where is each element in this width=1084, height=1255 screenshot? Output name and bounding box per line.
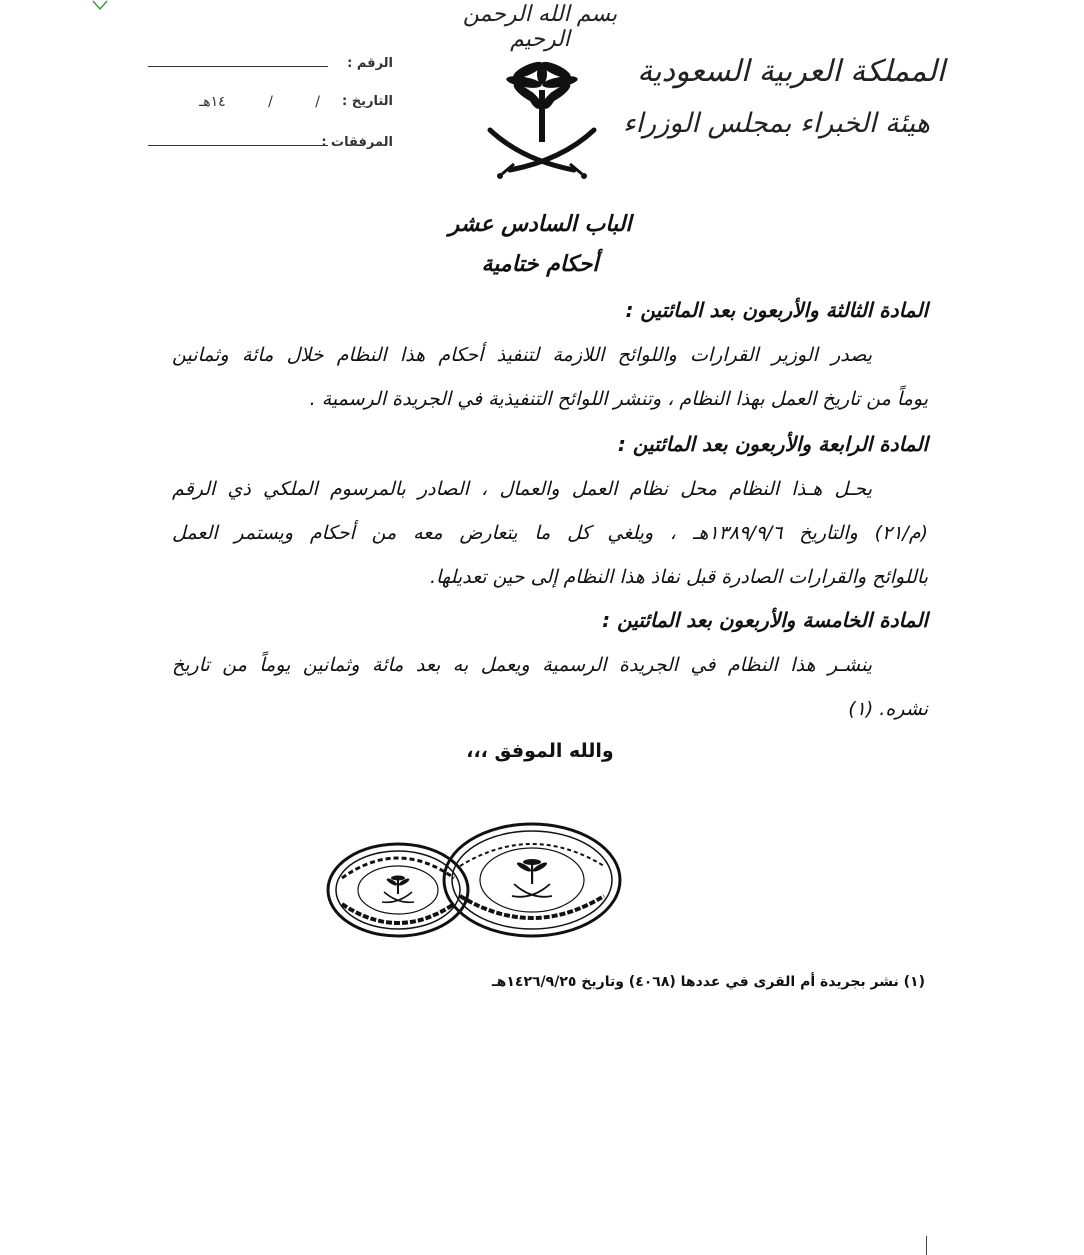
article-heading: المادة الرابعة والأربعون بعد المائتين : [617, 432, 928, 456]
official-seals [320, 818, 640, 948]
attachments-label: المرفقات : [321, 135, 393, 150]
footnote: (١) نشر بجريدة أم القرى في عددها (٤٠٦٨) وتاريخ ١٤٢٦/٩/٢٥هـ [491, 974, 925, 990]
article-line: باللوائح والقرارات الصادرة قبل نفاذ هذا النظام إلى حين تعديلها. [429, 566, 928, 588]
article-heading: المادة الثالثة والأربعون بعد المائتين : [625, 298, 928, 322]
right-seal-icon [444, 824, 620, 936]
article-line: ينشـر هذا النظام في الجريدة الرسمية ويعمل به بعد مائة وثمانين يوماً من تاريخ [172, 654, 872, 676]
article-line: (م/٢١) والتاريخ ١٣٨٩/٩/٦هـ ، ويلغي كل ما يتعارض معه من أحكام ويستمر العمل [172, 522, 928, 544]
kingdom-name: المملكة العربية السعودية [637, 54, 945, 89]
left-seal-icon [328, 844, 468, 936]
closing-phrase: والله الموفق ،،، [466, 740, 614, 762]
chapter-subtitle: أحكام ختامية [481, 252, 599, 277]
edge-mark [926, 1236, 931, 1255]
chapter-title: الباب السادس عشر [448, 212, 632, 237]
date-value: / / ١٤هـ [199, 94, 320, 110]
date-label: التاريخ : [342, 94, 393, 109]
article-line: يوماً من تاريخ العمل بهذا النظام ، وتنشر اللوائح التنفيذية في الجريدة الرسمية . [309, 388, 928, 410]
bureau-name: هيئة الخبراء بمجلس الوزراء [622, 108, 930, 139]
basmala: بسم الله الرحمن الرحيم [462, 2, 618, 52]
meta-date-row [148, 94, 393, 116]
article-heading: المادة الخامسة والأربعون بعد المائتين : [602, 608, 928, 632]
meta-attachments-row [148, 135, 393, 157]
article-line: يحـل هـذا النظام محل نظام العمل والعمال ، الصادر بالمرسوم الملكي ذي الرقم [172, 478, 872, 500]
attachments-line [148, 145, 328, 146]
number-label: الرقم : [347, 56, 393, 71]
article-line: نشره. (١) [848, 698, 928, 720]
number-line [148, 66, 328, 67]
corner-mark [92, 0, 108, 10]
article-line: يصدر الوزير القرارات واللوائح اللازمة لتنفيذ أحكام هذا النظام خلال مائة وثمانين [172, 344, 872, 366]
saudi-emblem-icon [482, 52, 602, 182]
meta-number-row [148, 56, 393, 78]
